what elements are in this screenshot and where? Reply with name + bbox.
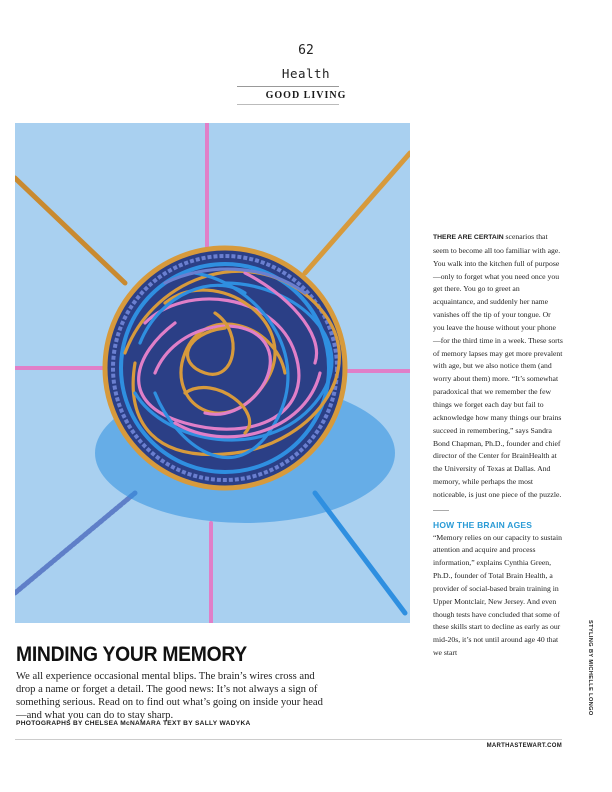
footer-rule	[15, 739, 562, 740]
lead-in: THERE ARE CERTAIN	[433, 234, 504, 241]
headline: MINDING YOUR MEMORY	[16, 643, 247, 666]
tangled-cords-brain-icon	[15, 123, 410, 623]
subsection-title: GOOD LIVING	[265, 90, 347, 101]
header-rule-bottom	[237, 104, 339, 105]
paragraph-1-text: scenarios that seem to become all too familiar with age. You walk into the kitchen full of purpose—only to forget what you need once you get there. You go to greet an acquaintance, and suddenly her name vanishes off the tip of your tongue. Or you leave the house without your phone—for the third time in a week. These sorts of memory lapses may get more prevalent with age, but we also notice them (and worry about them) more. “It’s somewhat paradoxical that we remember the few things we forget each day but fail to acknowledge how many things our brains succeed in remembering,” says Sandra Bond Chapman, Ph.D., founder and chief director of the Center for BrainHealth at the University of Texas at Dallas. And memory, while perhaps the most noticeable, is just one piece of the puzzle.	[433, 232, 563, 499]
footer-site: MARTHASTEWART.COM	[486, 743, 562, 749]
body-paragraph-2: “Memory relies on our capacity to sustain attention and acquire and process information,” explains Cynthia Green, Ph.D., founder of Total Brain Health, a provider of social-based brain training in Upper Montclair, New Jersey. And even though tests have concluded that some of these skills start to decline as early as our mid-20s, it’s not until around age 40 that we start	[433, 532, 562, 658]
body-column	[433, 231, 563, 660]
body-paragraph-1	[433, 231, 563, 502]
deck-text: We all experience occasional mental blips. The brain’s wires cross and drop a name or forget a detail. The good news: It’s not always a sign of something serious. Read on to find out what’s going on inside your head—and what you can do to stay sharp.	[16, 671, 323, 721]
page-number: 62	[298, 43, 314, 58]
photo-text-credits: PHOTOGRAPHS BY CHELSEA McNAMARA TEXT BY SALLY WADYKA	[16, 720, 251, 727]
section-title: Health	[281, 66, 331, 81]
hero-image	[15, 123, 410, 623]
subhead: HOW THE BRAIN AGES	[433, 519, 533, 530]
section-divider	[433, 510, 449, 511]
styling-credit: STYLING BY MICHELLE LONGO	[587, 620, 593, 716]
header-rule-top	[237, 86, 339, 87]
